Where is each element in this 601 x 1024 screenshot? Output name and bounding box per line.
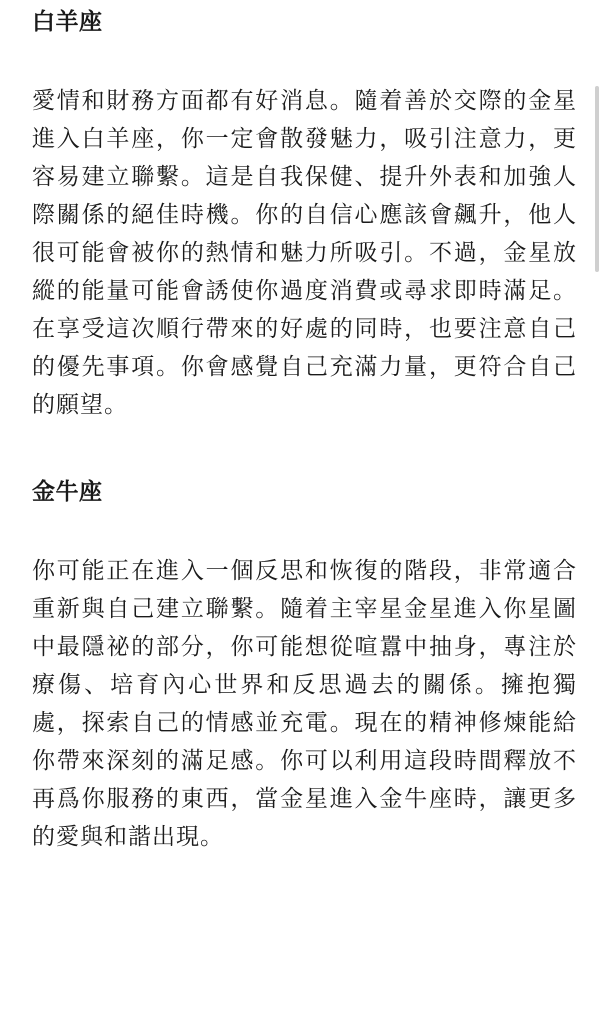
section-heading-taurus: 金牛座 <box>32 479 103 505</box>
section-body-taurus: 你可能正在進入一個反思和恢復的階段，非常適合重新與自己建立聯繫。隨着主宰星金星進入你星圖中最隱祕的部分，你可能想從喧囂中抽身，專注於療傷、培育內心世界和反思過去的關係。擁抱獨處，探索自己的情感並充電。現在的精神修煉能給你帶來深刻的滿足感。你可以利用這段時間釋放不再爲你服務的東西，當金星進入金牛座時，讓更多的愛與和諧出現。 <box>32 558 577 850</box>
scrollbar-thumb[interactable] <box>595 86 599 272</box>
section-heading-aries: 白羊座 <box>32 9 103 35</box>
article-content <box>32 0 577 856</box>
section-body-aries: 愛情和財務方面都有好消息。隨着善於交際的金星進入白羊座，你一定會散發魅力，吸引注意力，更容易建立聯繫。這是自我保健、提升外表和加強人際關係的絕佳時機。你的自信心應該會飆升，他人很可能會被你的熱情和魅力所吸引。不過，金星放縱的能量可能會誘使你過度消費或尋求即時滿足。在享受這次順行帶來的好處的同時，也要注意自己的優先事項。你會感覺自己充滿力量，更符合自己的願望。 <box>32 88 577 418</box>
